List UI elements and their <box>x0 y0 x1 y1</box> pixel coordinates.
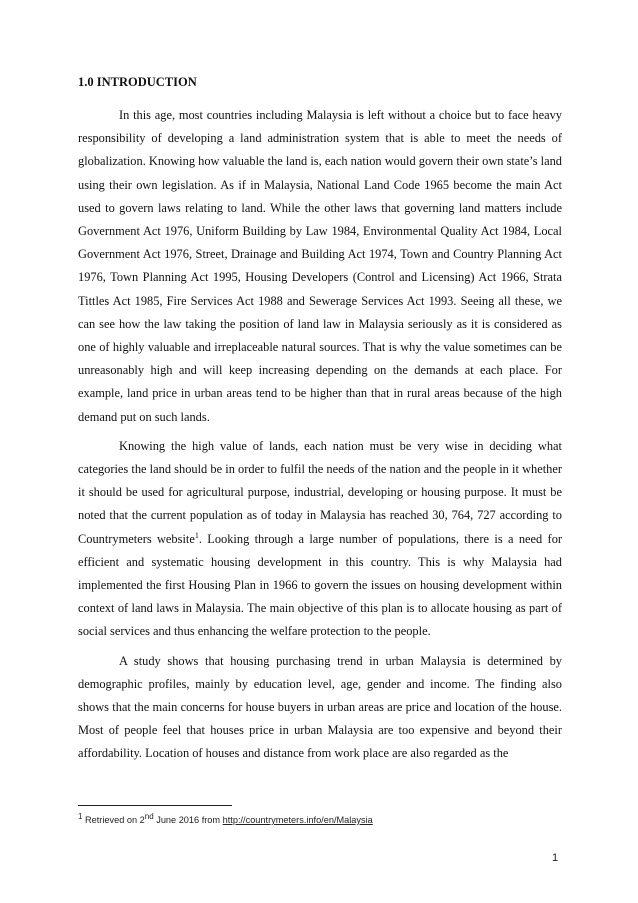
footnote-separator <box>78 805 232 806</box>
paragraph-2 <box>78 435 562 644</box>
footnote-text-before: Retrieved on 2 <box>82 815 145 825</box>
paragraph-2-text-after: . Looking through a large number of populations, there is a need for efficient and systematic housing development in this country. This is why Malaysia had implemented the first Housing Plan in 1966 to govern the issues on housing development within context of land laws in Malaysia. The main objective of this plan is to allocate housing as part of social services and thus enhancing the welfare protection to the people. <box>78 531 563 639</box>
paragraph-3: A study shows that housing purchasing trend in urban Malaysia is determined by demographic profiles, mainly by education level, age, gender and income. The finding also shows that the main concerns for house buyers in urban areas are price and location of the house. Most of people feel that houses price in urban Malaysia are too expensive and beyond their affordability. Location of houses and distance from work place are also regarded as the <box>78 653 562 761</box>
paragraph-1: In this age, most countries including Malaysia is left without a choice but to face heavy responsibility of developing a land administration system that is able to meet the needs of globalization. Knowing how valuable the land is, each nation would govern their own state’s land using their own legislation. As if in Malaysia, National Land Code 1965 become the main Act used to govern laws relating to land. While the other laws that governing land matters include Government Act 1976, Uniform Building by Law 1984, Environmental Quality Act 1984, Local Government Act 1976, Street, Drainage and Building Act 1974, Town and Country Planning Act 1976, Town Planning Act 1995, Housing Developers (Control and Licensing) Act 1966, Strata Tittles Act 1985, Fire Services Act 1988 and Sewerage Services Act 1993. Seeing all these, we can see how the law taking the position of land law in Malaysia seriously as it is considered as one of highly valuable and irreplaceable natural sources. That is why the value sometimes can be unreasonably high and will keep increasing depending on the demands at each place. For example, land price in urban areas tend to be higher than that in rural areas because of the high demand put on such lands. <box>78 108 562 424</box>
section-heading: 1.0 INTRODUCTION <box>78 75 197 89</box>
footnote <box>78 811 373 825</box>
footnote-marker: 1 <box>78 811 83 821</box>
footnote-link[interactable]: http://countrymeters.info/en/Malaysia <box>222 815 373 825</box>
body-text <box>78 104 562 772</box>
footnote-superscript: nd <box>144 811 154 821</box>
page-number: 1 <box>552 852 559 864</box>
footnote-text-after: June 2016 from <box>153 815 223 825</box>
footnote-reference[interactable]: 1 <box>194 530 199 540</box>
paragraph-2-text-before: Knowing the high value of lands, each nation must be very wise in deciding what categories the land should be in order to fulfil the needs of the nation and the people in it whether it should be used for agricultural purpose, industrial, developing or housing purpose. It must be noted that the current population as of today in Malaysia has reached 30, 764, 727 according to Countrymeters website <box>78 438 562 546</box>
